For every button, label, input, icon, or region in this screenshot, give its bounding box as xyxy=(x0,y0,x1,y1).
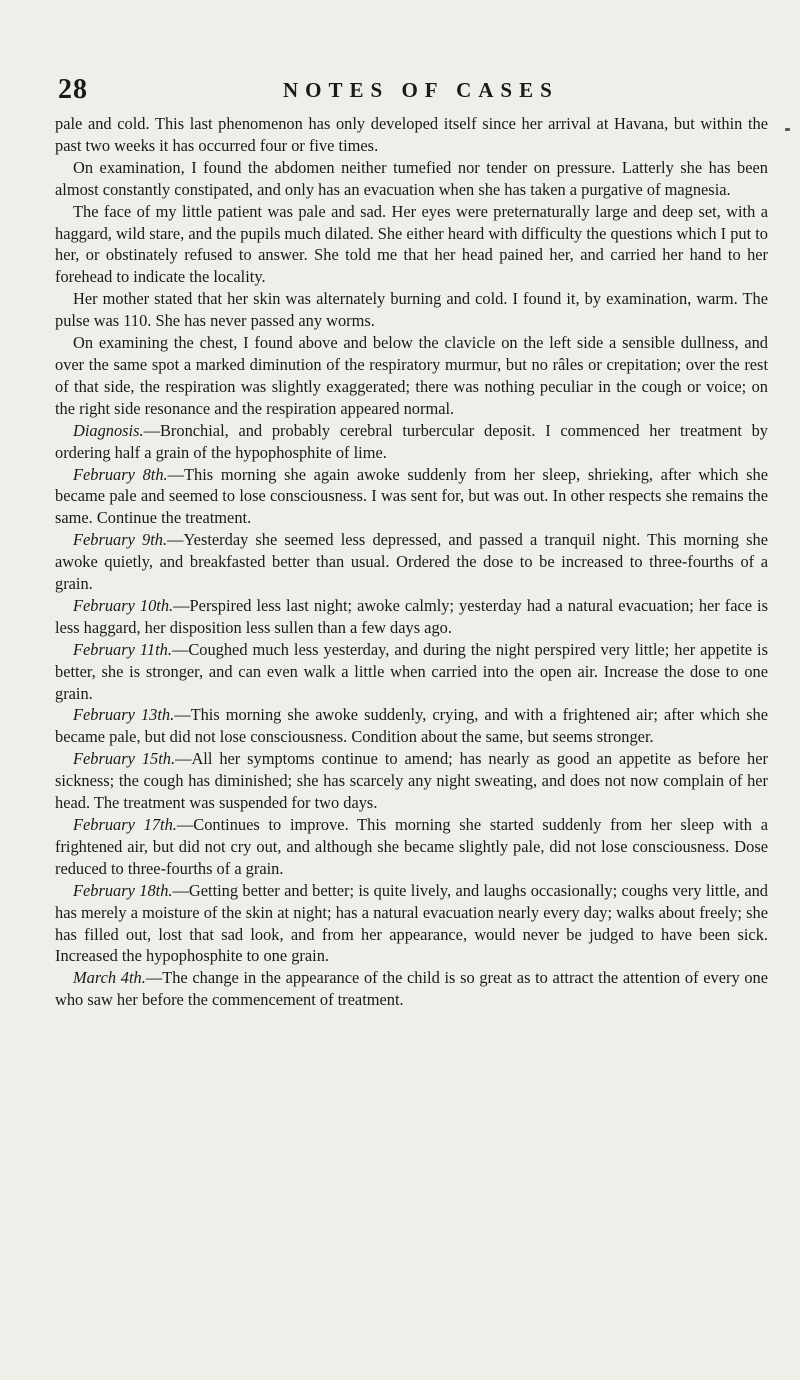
page-number: 28 xyxy=(58,74,88,105)
paragraph: The face of my little patient was pale and sad. Her eyes were preternaturally large and deep set, with a haggard, wild stare, and the pupils much dilated. She either heard with difficulty the questions which I put to her, or obstinately refused to answer. She told me that her head pained her, and carried her hand to her forehead to indicate the locality. xyxy=(55,201,768,287)
entry-date: March 4th. xyxy=(73,968,146,988)
entry-date: February 15th. xyxy=(73,749,176,769)
entry-mar-4: March 4th.—The change in the appearance of the child is so great as to attract the attention of every one who saw her before the commencement of treatment. xyxy=(55,968,769,1010)
entry-feb-10: February 10th.—Perspired less last night; awoke calmly; yesterday had a natural evacuation; her face is less haggard, her disposition less sullen than a few days ago. xyxy=(55,595,768,637)
paragraph: On examination, I found the abdomen neither tumefied nor tender on pressure. Latterly she has been almost constantly constipated, and only has an evacuation when she has taken a purgative of magnesia. xyxy=(55,157,768,199)
entry-date: February 11th. xyxy=(73,639,172,659)
entry-date: February 8th. xyxy=(73,464,168,484)
entry-date: February 17th. xyxy=(73,815,177,834)
entry-feb-18: February 18th.—Getting better and better; is quite lively, and laughs occasionally; coughs very little, and has merely a moisture of the skin at night; has a natural evacuation nearly every day; walks about freely; she has filled out, lost that sad look, and from her appearance, would never be judged to have been sick. Increased the hypophosphite to one grain. xyxy=(55,880,768,966)
entry-date: February 13th. xyxy=(73,705,175,725)
entry-date: February 18th. xyxy=(73,880,173,900)
body-text xyxy=(55,113,768,1011)
entry-feb-11: February 11th.—Coughed much less yesterday, and during the night perspired very little; her appetite is better, she is stronger, and can even walk a little when carried into the open air. Increase the dose to one grain. xyxy=(55,639,768,703)
paragraph: Her mother stated that her skin was alternately burning and cold. I found it, by examination, warm. The pulse was 110. She has never passed any worms. xyxy=(55,289,768,331)
paragraph: pale and cold. This last phenomenon has only developed itself since her arrival at Havana, but within the past two weeks it has occurred four or five times. xyxy=(55,114,768,155)
entry-feb-9: February 9th.—Yesterday she seemed less depressed, and passed a tranquil night. This morning she awoke quietly, and breakfasted better than usual. Ordered the dose to be increased to three-fourths of a grain. xyxy=(55,530,768,594)
entry-date: February 10th. xyxy=(73,595,174,615)
entry-feb-17: February 17th.—Continues to improve. This morning she started suddenly from her sleep with a frightened air, but did not cry out, and although she became slightly pale, did not lose consciousness. Dose reduced to three-fourths of a grain. xyxy=(55,815,768,878)
running-head: NOTES OF CASES xyxy=(283,78,559,102)
margin-speck xyxy=(785,128,790,131)
page-header xyxy=(58,74,758,108)
entry-feb-8: February 8th.—This morning she again awoke suddenly from her sleep, shrieking, after which she became pale and seemed to lose consciousness. I was sent for, but was out. In other respects she remains the same. Continue the treatment. xyxy=(55,464,769,528)
entry-date: February 9th. xyxy=(73,530,168,550)
paragraph: On examining the chest, I found above and below the clavicle on the left side a sensible dullness, and over the same spot a marked diminution of the respiratory murmur, but no râles or crepitation; over the rest of that side, the respiration was slightly exaggerated; there was nothing peculiar in the cough or voice; on the right side resonance and the respiration appeared normal. xyxy=(55,333,768,418)
entry-feb-13: February 13th.—This morning she awoke suddenly, crying, and with a frightened air; after which she became pale, but did not lose consciousness. Condition about the same, but seems stronger. xyxy=(55,705,768,747)
entry-lead: Diagnosis. xyxy=(73,420,144,440)
entry-feb-15: February 15th.—All her symptoms continue to amend; has nearly as good an appetite as before her sickness; the cough has diminished; she has scarcely any night sweating, and does not now complain of her head. The treatment was suspended for two days. xyxy=(55,749,768,813)
paragraph-diagnosis: Diagnosis.—Bronchial, and probably cerebral turbercular deposit. I commenced her treatment by ordering half a grain of the hypophosphite of lime. xyxy=(55,420,768,462)
